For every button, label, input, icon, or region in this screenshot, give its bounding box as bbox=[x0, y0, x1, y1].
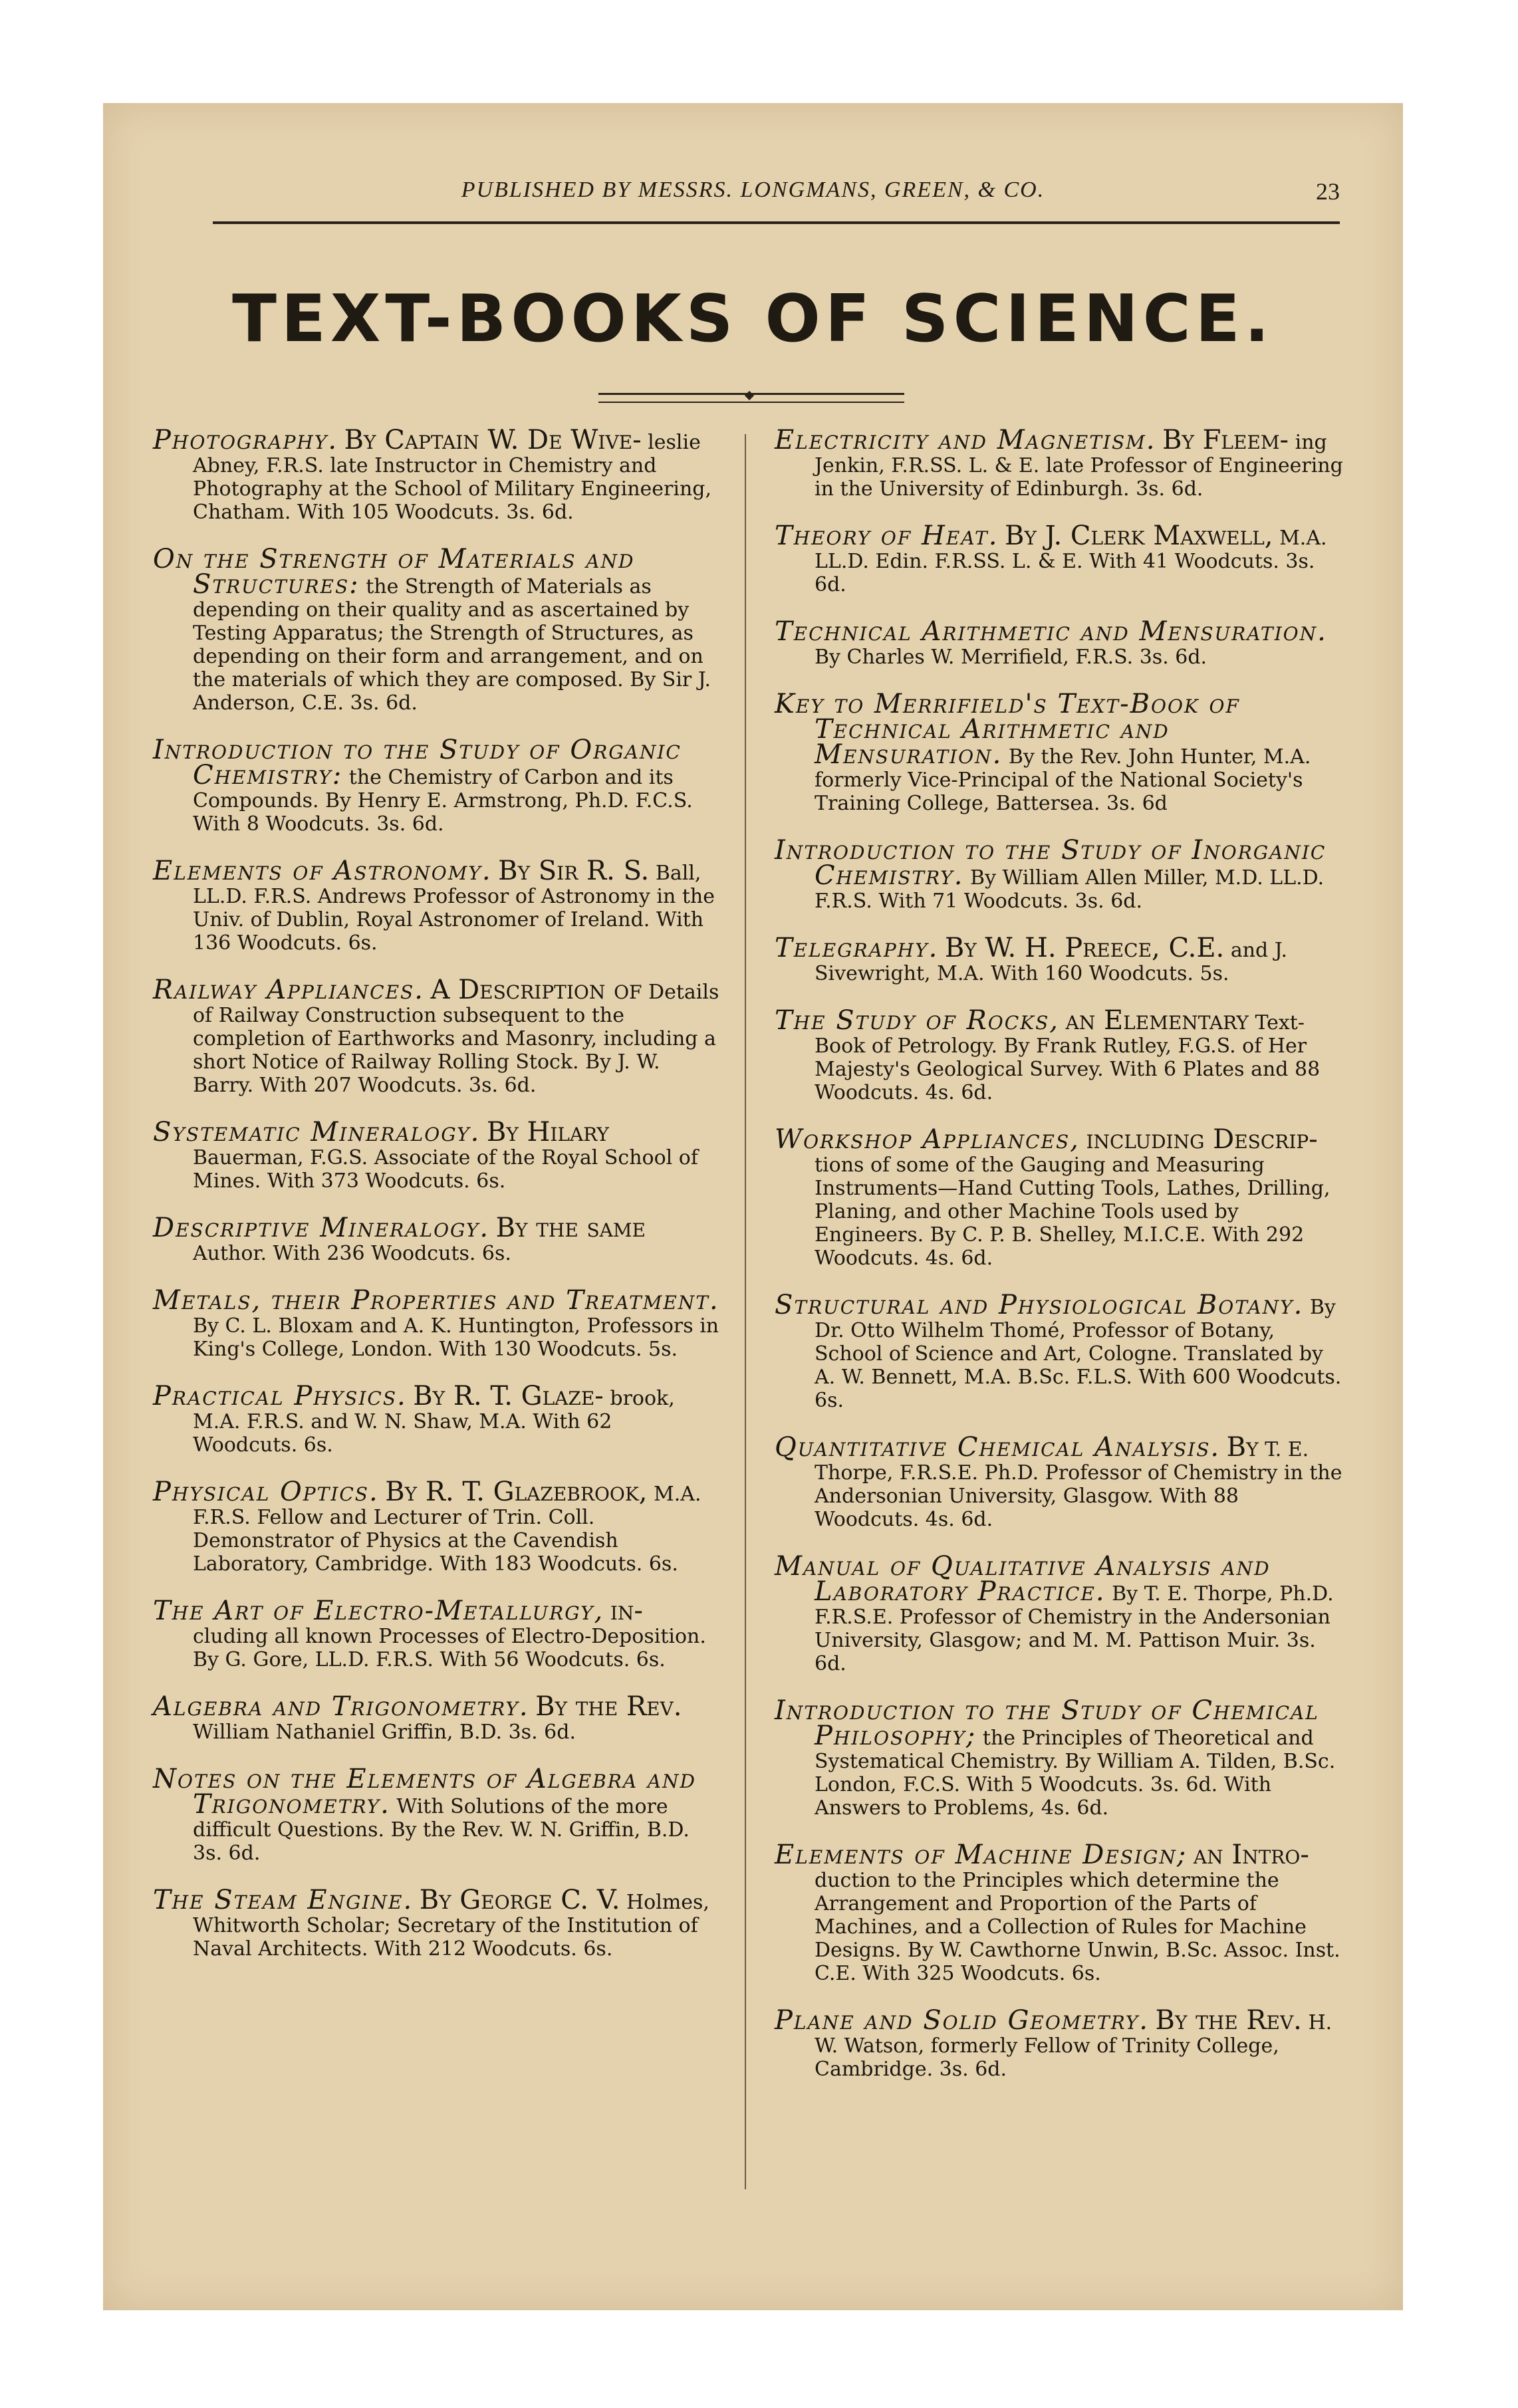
book-description: M.A. F.R.S. Fellow and Lecturer of Trin. Coll. Demonstrator of Physics at the Cavendish Laboratory, Cambridge. With 183 Woodcuts. 6s. bbox=[193, 1483, 701, 1576]
book-description: With Solutions of the more difficult Questions. By the Rev. W. N. Griffin, B.D. 3s. 6d. bbox=[193, 1795, 690, 1865]
book-author-lead: By W. H. Preece, C.E. bbox=[944, 933, 1225, 963]
book-entry bbox=[775, 1840, 1343, 1985]
running-title: PUBLISHED BY MESSRS. LONGMANS, GREEN, & CO. bbox=[461, 178, 1045, 202]
right-column bbox=[775, 425, 1343, 2105]
book-author-lead: A Description of bbox=[430, 975, 642, 1005]
book-description: Ball, LL.D. F.R.S. Andrews Professor of Astronomy in the Univ. of Dublin, Royal Astronomer of Ireland. With 136 Woodcuts. 6s. bbox=[193, 862, 715, 955]
book-title: Introduction to the Study of Inorganic Chemistry. bbox=[775, 835, 1327, 891]
book-entry bbox=[775, 1005, 1343, 1104]
book-entry bbox=[153, 1596, 721, 1671]
book-entry bbox=[153, 425, 721, 524]
book-title: Theory of Heat. bbox=[775, 521, 999, 551]
book-title: Descriptive Mineralogy. bbox=[153, 1213, 490, 1243]
book-author-lead: By R. T. Glaze- bbox=[413, 1381, 604, 1411]
book-entry bbox=[153, 1285, 721, 1361]
book-description: H. W. Watson, formerly Fellow of Trinity College, Cambridge. 3s. 6d. bbox=[815, 2011, 1332, 2081]
page-title: TEXT-BOOKS OF SCIENCE. bbox=[232, 281, 1274, 357]
book-title: Railway Appliances. bbox=[153, 975, 424, 1005]
book-title: Plane and Solid Geometry. bbox=[775, 2005, 1149, 2036]
book-description: William Nathaniel Griffin, B.D. 3s. 6d. bbox=[193, 1721, 576, 1744]
book-author-lead: By Captain W. De Wive- bbox=[344, 425, 642, 455]
book-description: and J. Sivewright, M.A. With 160 Woodcuts. 5s. bbox=[815, 939, 1287, 985]
book-entry bbox=[775, 1432, 1343, 1531]
book-title: On the Strength of Materials and Structures: bbox=[153, 544, 635, 600]
diamond-ornament-icon bbox=[745, 391, 754, 400]
book-title: Telegraphy. bbox=[775, 933, 939, 963]
book-author-lead: By Fleem- bbox=[1162, 425, 1289, 455]
book-author-lead: an Intro- bbox=[1193, 1840, 1309, 1870]
book-description: the Principles of Theoretical and Systematical Chemistry. By William A. Tilden, B.Sc. London, F.C.S. With 5 Woodcuts. 3s. 6d. With Answers to Problems, 4s. 6d. bbox=[815, 1727, 1336, 1820]
book-entry bbox=[153, 856, 721, 955]
book-title: Algebra and Trigonometry. bbox=[153, 1691, 529, 1722]
book-title: The Steam Engine. bbox=[153, 1885, 414, 1915]
book-title: Practical Physics. bbox=[153, 1381, 407, 1411]
book-title: Introduction to the Study of Chemical Philosophy; bbox=[775, 1695, 1319, 1751]
book-author-lead: By Sir R. S. bbox=[498, 856, 650, 886]
book-entry bbox=[153, 1213, 721, 1265]
book-author-lead: By the Rev. bbox=[535, 1691, 682, 1722]
book-description: T. E. Thorpe, F.R.S.E. Ph.D. Professor of Chemistry in the Andersonian University, Glasgow. With 88 Woodcuts. 4s. 6d. bbox=[815, 1438, 1342, 1531]
book-title: Photography. bbox=[153, 425, 338, 455]
book-entry bbox=[153, 1381, 721, 1457]
book-author-lead: By the same bbox=[495, 1213, 646, 1243]
book-author-lead: By George C. V. bbox=[419, 1885, 620, 1915]
book-description: By William Allen Miller, M.D. LL.D. F.R.S. With 71 Woodcuts. 3s. 6d. bbox=[815, 866, 1325, 913]
book-entry bbox=[775, 521, 1343, 596]
book-title: The Study of Rocks, bbox=[775, 1005, 1059, 1036]
book-entry bbox=[775, 425, 1343, 501]
book-author-lead: By Hilary bbox=[486, 1117, 609, 1147]
book-entry bbox=[775, 2005, 1343, 2081]
book-description: Author. With 236 Woodcuts. 6s. bbox=[193, 1242, 511, 1265]
book-entry bbox=[775, 1124, 1343, 1270]
book-description: tions of some of the Gauging and Measuring Instruments—Hand Cutting Tools, Lathes, Drilling, Planing, and other Machine Tools used by Engineers. By C. P. B. Shelley, M.I.C.E. With 292 Woodcuts. 4s. 6d. bbox=[815, 1153, 1330, 1270]
book-entry bbox=[153, 1117, 721, 1193]
book-author-lead: an Elementary bbox=[1065, 1005, 1249, 1036]
book-entry bbox=[775, 1290, 1343, 1412]
book-description: the Chemistry of Carbon and its Compounds. By Henry E. Armstrong, Ph.D. F.C.S. With 8 Woodcuts. 3s. 6d. bbox=[193, 766, 693, 836]
book-title: Elements of Astronomy. bbox=[153, 856, 492, 886]
book-entry bbox=[775, 1551, 1343, 1675]
book-entry bbox=[775, 689, 1343, 815]
book-title: Introduction to the Study of Organic Chemistry: bbox=[153, 735, 682, 790]
book-description: Text-Book of Petrology. By Frank Rutley, F.G.S. of Her Majesty's Geological Survey. With 6 Plates and 88 Woodcuts. 4s. 6d. bbox=[815, 1011, 1321, 1104]
book-title: Metals, their Properties and Treatment. bbox=[153, 1285, 719, 1316]
book-description: ing Jenkin, F.R.SS. L. & E. late Professor of Engineering in the University of Edinburgh. 3s. 6d. bbox=[815, 431, 1343, 501]
book-description: cluding all known Processes of Electro-Deposition. By G. Gore, LL.D. F.R.S. With 56 Woodcuts. 6s. bbox=[193, 1625, 706, 1671]
book-description: By Charles W. Merrifield, F.R.S. 3s. 6d. bbox=[815, 646, 1207, 669]
book-author-lead: By the Rev. bbox=[1155, 2005, 1302, 2036]
book-title: Key to Merrifield's Text-Book of Technical Arithmetic and Mensuration. bbox=[775, 689, 1240, 770]
book-description: Holmes, Whitworth Scholar; Secretary of the Institution of Naval Architects. With 212 Woodcuts. 6s. bbox=[193, 1891, 709, 1961]
book-author-lead: By R. T. Glazebrook, bbox=[385, 1477, 648, 1507]
book-title: Elements of Machine Design; bbox=[775, 1840, 1188, 1870]
book-title: Notes on the Elements of Algebra and Trigonometry. bbox=[153, 1764, 696, 1820]
book-description: duction to the Principles which determine the Arrangement and Proportion of the Parts of Machines, and a Collection of Rules for Machine Designs. By W. Cawthorne Unwin, B.Sc. Assoc. Inst. C.E. With 325 Woodcuts. 6s. bbox=[815, 1869, 1340, 1985]
book-title: Structural and Physiological Botany. bbox=[775, 1290, 1304, 1320]
book-title: Manual of Qualitative Analysis and Laboratory Practice. bbox=[775, 1551, 1271, 1607]
book-entry bbox=[153, 1691, 721, 1744]
book-entry bbox=[775, 616, 1343, 669]
page-number: 23 bbox=[1316, 178, 1340, 205]
book-entry bbox=[153, 1477, 721, 1576]
book-page bbox=[103, 103, 1403, 2310]
book-title: Systematic Mineralogy. bbox=[153, 1117, 481, 1147]
book-title: Quantitative Chemical Analysis. bbox=[775, 1432, 1221, 1463]
book-title: Workshop Appliances, bbox=[775, 1124, 1080, 1155]
left-column bbox=[153, 425, 721, 1985]
book-description: By Dr. Otto Wilhelm Thomé, Professor of Botany, School of Science and Art, Cologne. Translated by A. W. Bennett, M.A. B.Sc. F.L.S. With 600 Woodcuts. 6s. bbox=[815, 1296, 1342, 1412]
book-description: brook, M.A. F.R.S. and W. N. Shaw, M.A. With 62 Woodcuts. 6s. bbox=[193, 1387, 675, 1457]
book-description: M.A. LL.D. Edin. F.R.SS. L. & E. With 41 Woodcuts. 3s. 6d. bbox=[815, 527, 1327, 596]
book-entry bbox=[153, 1885, 721, 1961]
running-head bbox=[103, 178, 1403, 217]
book-title: The Art of Electro-Metallurgy, bbox=[153, 1596, 604, 1626]
title-ornament-rule bbox=[598, 393, 904, 403]
book-description: the Strength of Materials as depending on their quality and as ascertained by Testing Apparatus; the Strength of Structures, as depending on their form and arrangement, and on the materials of which they are composed. By Sir J. Anderson, C.E. 3s. 6d. bbox=[193, 575, 711, 715]
book-title: Physical Optics. bbox=[153, 1477, 379, 1507]
book-entry bbox=[153, 1764, 721, 1865]
book-description: leslie Abney, F.R.S. late Instructor in Chemistry and Photography at the School of Military Engineering, Chatham. With 105 Woodcuts. 3s. 6d. bbox=[193, 431, 712, 524]
book-entry bbox=[775, 933, 1343, 985]
book-entry bbox=[775, 1695, 1343, 1820]
header-rule bbox=[213, 221, 1340, 224]
book-author-lead: in- bbox=[610, 1596, 643, 1626]
book-description: By T. E. Thorpe, Ph.D. F.R.S.E. Professor of Chemistry in the Andersonian University, Glasgow; and M. M. Pattison Muir. 3s. 6d. bbox=[815, 1582, 1334, 1675]
book-entry bbox=[775, 835, 1343, 913]
book-entry bbox=[153, 975, 721, 1097]
book-description: Details of Railway Construction subsequent to the completion of Earthworks and Masonry, including a short Notice of Railway Rolling Stock. By J. W. Barry. With 207 Woodcuts. 3s. 6d. bbox=[193, 981, 719, 1097]
book-author-lead: including Descrip- bbox=[1086, 1124, 1318, 1155]
book-description: Bauerman, F.G.S. Associate of the Royal School of Mines. With 373 Woodcuts. 6s. bbox=[193, 1146, 698, 1193]
book-author-lead: By bbox=[1226, 1432, 1259, 1463]
book-title: Technical Arithmetic and Mensuration. bbox=[775, 616, 1327, 647]
book-entry bbox=[153, 544, 721, 715]
column-divider bbox=[745, 434, 746, 2189]
book-entry bbox=[153, 735, 721, 836]
book-author-lead: By J. Clerk Maxwell, bbox=[1004, 521, 1273, 551]
book-description: By the Rev. John Hunter, M.A. formerly Vice-Principal of the National Society's Training College, Battersea. 3s. 6d bbox=[815, 745, 1311, 815]
book-title: Electricity and Magnetism. bbox=[775, 425, 1156, 455]
book-description: By C. L. Bloxam and A. K. Huntington, Professors in King's College, London. With 130 Woodcuts. 5s. bbox=[193, 1314, 719, 1361]
